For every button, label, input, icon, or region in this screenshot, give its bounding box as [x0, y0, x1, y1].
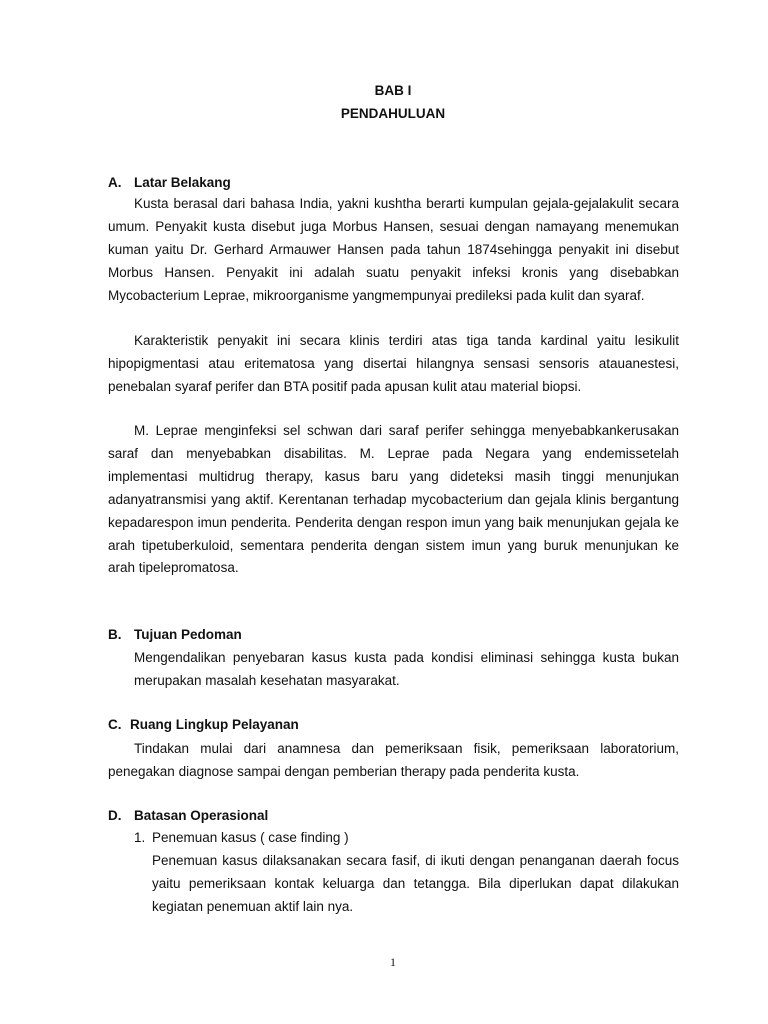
- section-heading-a: [108, 175, 231, 190]
- section-heading-b: [108, 627, 242, 642]
- paragraph: M. Leprae menginfeksi sel schwan dari saraf perifer sehingga menyebabkankerusakan saraf dan menyebabkan disabilitas. M. Leprae pada Negara yang endemissetelah implementasi multidrug therapy, kasus baru yang dideteksi masih tinggi menunjukan adanyatransmisi yang aktif. Kerentanan terhadap mycobacterium dan gejala klinis bergantung kepadarespon imun penderita. Penderita dengan respon imun yang baik menunjukan gejala ke arah tipetuberkuloid, sementara penderita dengan sistem imun yang buruk menunjukan ke arah tipelepromatosa.: [108, 423, 679, 576]
- section-title: Latar Belakang: [134, 175, 231, 190]
- section-title: Batasan Operasional: [134, 808, 269, 823]
- section-label: C.: [108, 717, 122, 732]
- list-item-text: Penemuan kasus dilaksanakan secara fasif, di ikuti dengan penanganan daerah focus yaitu pemeriksaan kontak keluarga dan tetangga. Bila diperlukan dapat dilakukan kegiatan penemuan aktif lain nya.: [152, 853, 679, 914]
- paragraph: Mengendalikan penyebaran kasus kusta pada kondisi eliminasi sehingga kusta bukan merupakan masalah kesehatan masyarakat.: [134, 650, 679, 688]
- paragraph: Karakteristik penyakit ini secara klinis terdiri atas tiga tanda kardinal yaitu lesikulit hipopigmentasi atau eritematosa yang disertai hilangnya sensasi sensoris atauanestesi, penebalan syaraf perifer dan BTA positif pada apusan kulit atau material biopsi.: [108, 333, 679, 394]
- list-number: 1.: [134, 830, 146, 845]
- section-label: A.: [108, 175, 122, 190]
- page-number: 1: [390, 955, 396, 969]
- section-heading-d: [108, 808, 268, 823]
- paragraph: Kusta berasal dari bahasa India, yakni kushtha berarti kumpulan gejala-gejalakulit secara umum. Penyakit kusta disebut juga Morbus Hansen, sesuai dengan namayang menemukan kuman yaitu Dr. Gerhard Armauwer Hansen pada tahun 1874sehingga penyakit ini disebut Morbus Hansen. Penyakit ini adalah suatu penyakit infeksi kronis yang disebabkan Mycobacterium Leprae, mikroorganisme yangmempunyai predileksi pada kulit dan syaraf.: [108, 196, 679, 303]
- chapter-heading: BAB I: [374, 83, 412, 98]
- section-title: Ruang Lingkup Pelayanan: [130, 717, 299, 732]
- paragraph: Tindakan mulai dari anamnesa dan pemeriksaan fisik, pemeriksaan laboratorium, penegakan diagnose sampai dengan pemberian therapy pada penderita kusta.: [108, 741, 679, 779]
- section-heading-c: [108, 717, 299, 732]
- section-label: D.: [108, 808, 122, 823]
- list-item-heading: Penemuan kasus ( case finding ): [152, 830, 349, 845]
- section-label: B.: [108, 627, 122, 642]
- chapter-title: PENDAHULUAN: [340, 106, 446, 121]
- list-item-title: [134, 830, 349, 845]
- section-title: Tujuan Pedoman: [134, 627, 242, 642]
